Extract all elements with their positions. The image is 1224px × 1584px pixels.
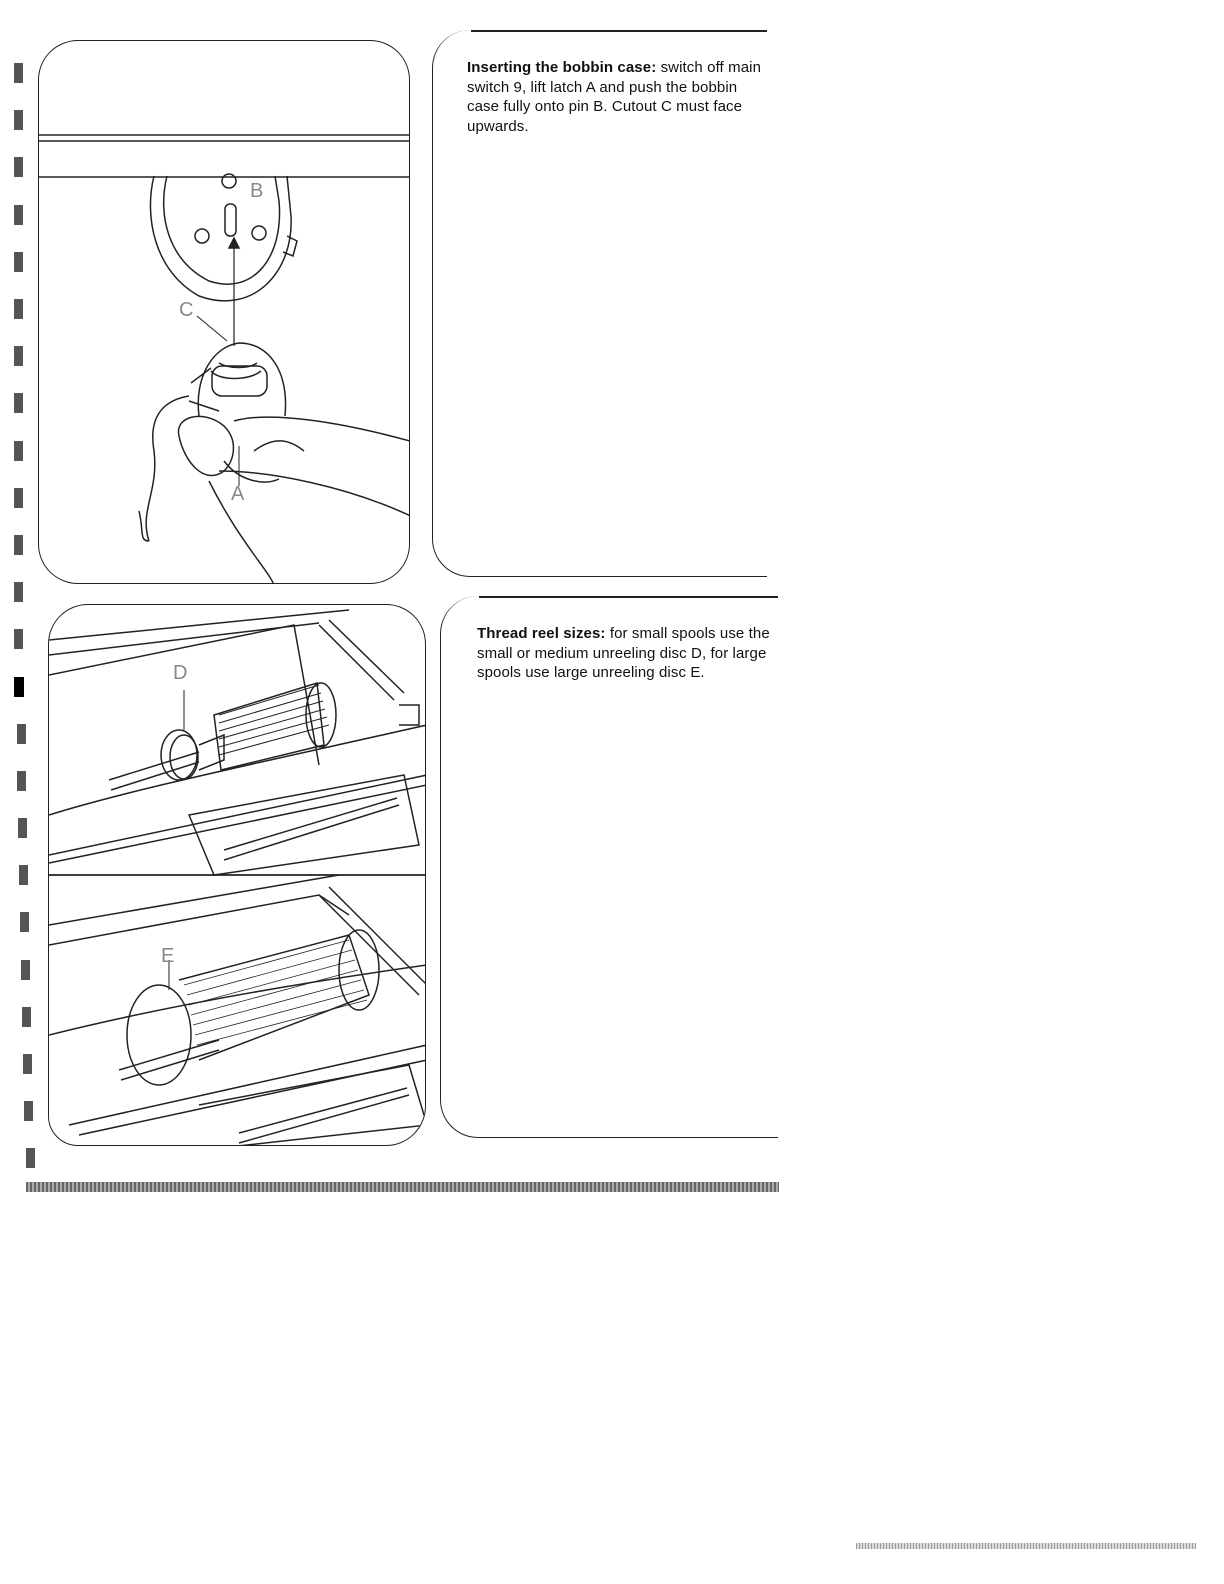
reel-illustration bbox=[49, 605, 426, 1146]
bobbin-body: switch off main switch 9, lift latch A and push the bobbin case fully onto pin B. Cutout C must face upwards. bbox=[467, 59, 762, 135]
bobbin-heading: Inserting the bobbin case: bbox=[467, 59, 657, 76]
reel-heading: Thread reel sizes: bbox=[477, 625, 606, 642]
reel-illustration-panel bbox=[48, 604, 426, 1146]
bobbin-caption bbox=[467, 58, 765, 138]
reel-body: for small spools use the small or medium unreeling disc D, for large spools use large unreeling disc E. bbox=[477, 625, 770, 681]
label-c: C bbox=[179, 299, 194, 321]
label-d: D bbox=[173, 662, 188, 684]
binding-holes bbox=[14, 55, 38, 1185]
reel-caption bbox=[477, 624, 775, 704]
footer-rule bbox=[856, 1543, 1196, 1549]
bottom-rule bbox=[26, 1182, 779, 1192]
label-e: E bbox=[161, 945, 175, 967]
bobbin-illustration-panel bbox=[38, 40, 410, 584]
bobbin-illustration bbox=[39, 41, 410, 584]
label-b: B bbox=[250, 180, 264, 202]
label-a: A bbox=[231, 483, 245, 505]
